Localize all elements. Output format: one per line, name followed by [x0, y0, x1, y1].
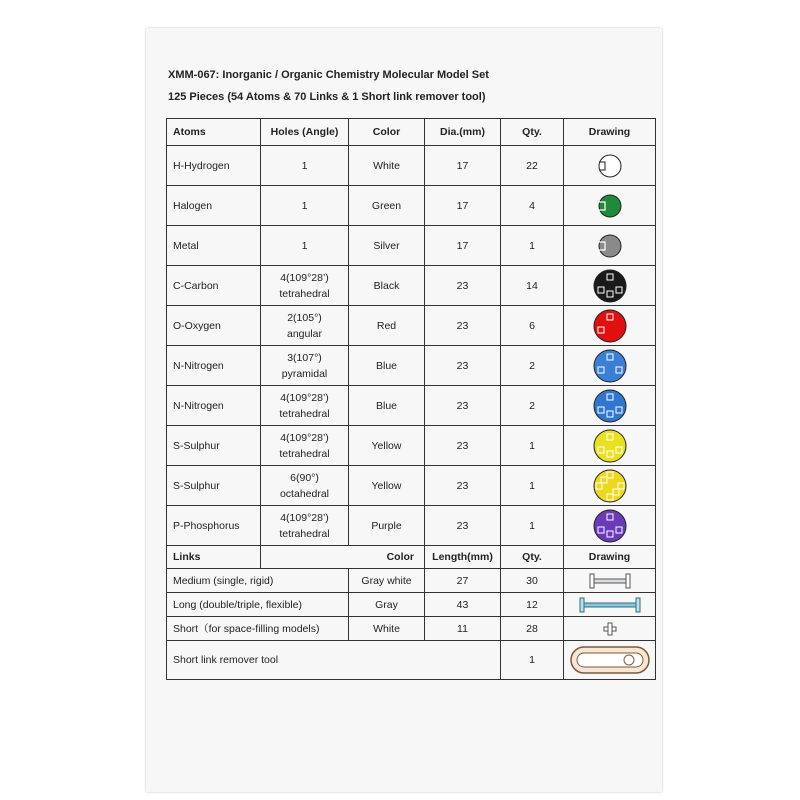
atom-holes-count: 4(109°28’): [280, 391, 329, 404]
atom-holes-count: 4(109°28’): [280, 271, 329, 284]
title-line-2: 125 Pieces (54 Atoms & 70 Links & 1 Short link remover tool): [168, 91, 486, 103]
header-links-qty: Qty.: [501, 546, 564, 569]
header-links: Links: [167, 546, 261, 569]
link-length: 27: [425, 569, 501, 593]
atom-color: Blue: [349, 386, 425, 426]
atom-dia: 17: [425, 146, 501, 186]
parts-table: [166, 118, 656, 680]
tool-qty: 1: [501, 641, 564, 680]
atom-holes-count: 4(109°28’): [280, 431, 329, 444]
header-color: Color: [349, 119, 425, 146]
atom-holes-count: 2(105°): [287, 311, 322, 324]
link-qty: 30: [501, 569, 564, 593]
header-length: Length(mm): [425, 546, 501, 569]
header-drawing: Drawing: [564, 119, 656, 146]
atom-drawing: [564, 186, 656, 226]
atom-name: S-Sulphur: [167, 426, 261, 466]
atom-color: Silver: [349, 226, 425, 266]
atom-holes-count: 1: [301, 199, 308, 212]
atom-ball-icon: [590, 428, 630, 464]
header-holes: Holes (Angle): [261, 119, 349, 146]
atom-ball-icon: [590, 468, 630, 504]
link-name: Medium (single, rigid): [167, 569, 349, 593]
medium-link-icon: [570, 571, 650, 591]
link-row: [167, 569, 656, 593]
link-row: [167, 593, 656, 617]
atom-drawing: [564, 466, 656, 506]
atom-dia: 23: [425, 506, 501, 546]
atom-dia: 23: [425, 466, 501, 506]
atom-holes: [261, 306, 349, 346]
atom-name: H-Hydrogen: [167, 146, 261, 186]
atom-ball-icon: [590, 508, 630, 544]
atom-qty: 2: [501, 346, 564, 386]
header-links-color: Color: [261, 546, 425, 569]
atom-color: Purple: [349, 506, 425, 546]
header-dia: Dia.(mm): [425, 119, 501, 146]
header-qty: Qty.: [501, 119, 564, 146]
atom-name: C-Carbon: [167, 266, 261, 306]
atom-color: White: [349, 146, 425, 186]
atom-dia: 23: [425, 386, 501, 426]
link-length: 11: [425, 617, 501, 641]
atom-holes-count: 1: [301, 239, 308, 252]
atom-color: Yellow: [349, 466, 425, 506]
link-color: Gray white: [349, 569, 425, 593]
atom-qty: 1: [501, 506, 564, 546]
atom-row: [167, 146, 656, 186]
atom-ball-icon: [590, 308, 630, 344]
atom-dia: 23: [425, 266, 501, 306]
short-link-icon: [570, 619, 650, 639]
atom-row: [167, 306, 656, 346]
link-qty: 28: [501, 617, 564, 641]
atom-qty: 4: [501, 186, 564, 226]
header-links-drawing: Drawing: [564, 546, 656, 569]
atom-dia: 17: [425, 186, 501, 226]
header-atoms: Atoms: [167, 119, 261, 146]
atom-ball-icon: [590, 348, 630, 384]
atom-name: N-Nitrogen: [167, 386, 261, 426]
links-header-row: [167, 546, 656, 569]
atom-qty: 2: [501, 386, 564, 426]
atom-name: Halogen: [167, 186, 261, 226]
link-drawing: [564, 617, 656, 641]
link-color: White: [349, 617, 425, 641]
link-name: Long (double/triple, flexible): [167, 593, 349, 617]
atom-qty: 6: [501, 306, 564, 346]
atom-name: N-Nitrogen: [167, 346, 261, 386]
atom-ball-icon: [590, 268, 630, 304]
atom-geometry: tetrahedral: [279, 447, 330, 460]
atom-row: [167, 266, 656, 306]
link-row: [167, 617, 656, 641]
atom-row: [167, 186, 656, 226]
atom-holes-count: 1: [301, 159, 308, 172]
atom-drawing: [564, 506, 656, 546]
title-line-1: XMM-067: Inorganic / Organic Chemistry Molecular Model Set: [168, 69, 489, 81]
link-name: Short（for space-filling models): [167, 617, 349, 641]
atom-dia: 23: [425, 306, 501, 346]
atom-qty: 22: [501, 146, 564, 186]
atom-holes: [261, 266, 349, 306]
atom-dia: 23: [425, 426, 501, 466]
link-drawing: [564, 569, 656, 593]
atom-geometry: tetrahedral: [279, 407, 330, 420]
atom-name: S-Sulphur: [167, 466, 261, 506]
tool-name: Short link remover tool: [167, 641, 501, 680]
atom-geometry: pyramidal: [281, 367, 328, 380]
atom-holes: [261, 146, 349, 186]
atom-holes: [261, 386, 349, 426]
atom-holes: [261, 506, 349, 546]
atom-color: Black: [349, 266, 425, 306]
atom-ball-icon: [590, 228, 630, 264]
atoms-header-row: [167, 119, 656, 146]
link-remover-tool-icon: [569, 645, 651, 675]
atom-ball-icon: [590, 188, 630, 224]
atom-drawing: [564, 226, 656, 266]
atom-geometry: angular: [286, 327, 323, 340]
atom-holes-count: 4(109°28’): [280, 511, 329, 524]
sheet-title: [168, 64, 489, 108]
atom-ball-icon: [590, 388, 630, 424]
atom-holes: [261, 346, 349, 386]
atom-qty: 1: [501, 466, 564, 506]
atom-holes: [261, 186, 349, 226]
atom-color: Red: [349, 306, 425, 346]
atom-qty: 1: [501, 226, 564, 266]
atom-drawing: [564, 346, 656, 386]
link-length: 43: [425, 593, 501, 617]
atom-geometry: tetrahedral: [279, 287, 330, 300]
atom-geometry: octahedral: [279, 487, 330, 500]
atom-holes-count: 3(107°): [287, 351, 322, 364]
atom-color: Green: [349, 186, 425, 226]
atom-row: [167, 386, 656, 426]
atom-drawing: [564, 426, 656, 466]
atom-holes: [261, 426, 349, 466]
atom-color: Yellow: [349, 426, 425, 466]
atom-name: O-Oxygen: [167, 306, 261, 346]
atom-color: Blue: [349, 346, 425, 386]
atom-dia: 17: [425, 226, 501, 266]
atom-row: [167, 466, 656, 506]
long-link-icon: [570, 595, 650, 615]
tool-drawing: [564, 641, 656, 680]
atom-drawing: [564, 146, 656, 186]
atom-qty: 1: [501, 426, 564, 466]
atom-geometry: tetrahedral: [279, 527, 330, 540]
atom-name: Metal: [167, 226, 261, 266]
atom-dia: 23: [425, 346, 501, 386]
atom-holes: [261, 226, 349, 266]
atom-row: [167, 426, 656, 466]
link-qty: 12: [501, 593, 564, 617]
atom-ball-icon: [590, 148, 630, 184]
atom-row: [167, 346, 656, 386]
tool-row: [167, 641, 656, 680]
atom-drawing: [564, 386, 656, 426]
atom-holes-count: 6(90°): [290, 471, 319, 484]
atom-holes: [261, 466, 349, 506]
atom-drawing: [564, 306, 656, 346]
link-drawing: [564, 593, 656, 617]
atom-drawing: [564, 266, 656, 306]
atom-name: P-Phosphorus: [167, 506, 261, 546]
atom-qty: 14: [501, 266, 564, 306]
link-color: Gray: [349, 593, 425, 617]
atom-row: [167, 506, 656, 546]
atom-row: [167, 226, 656, 266]
